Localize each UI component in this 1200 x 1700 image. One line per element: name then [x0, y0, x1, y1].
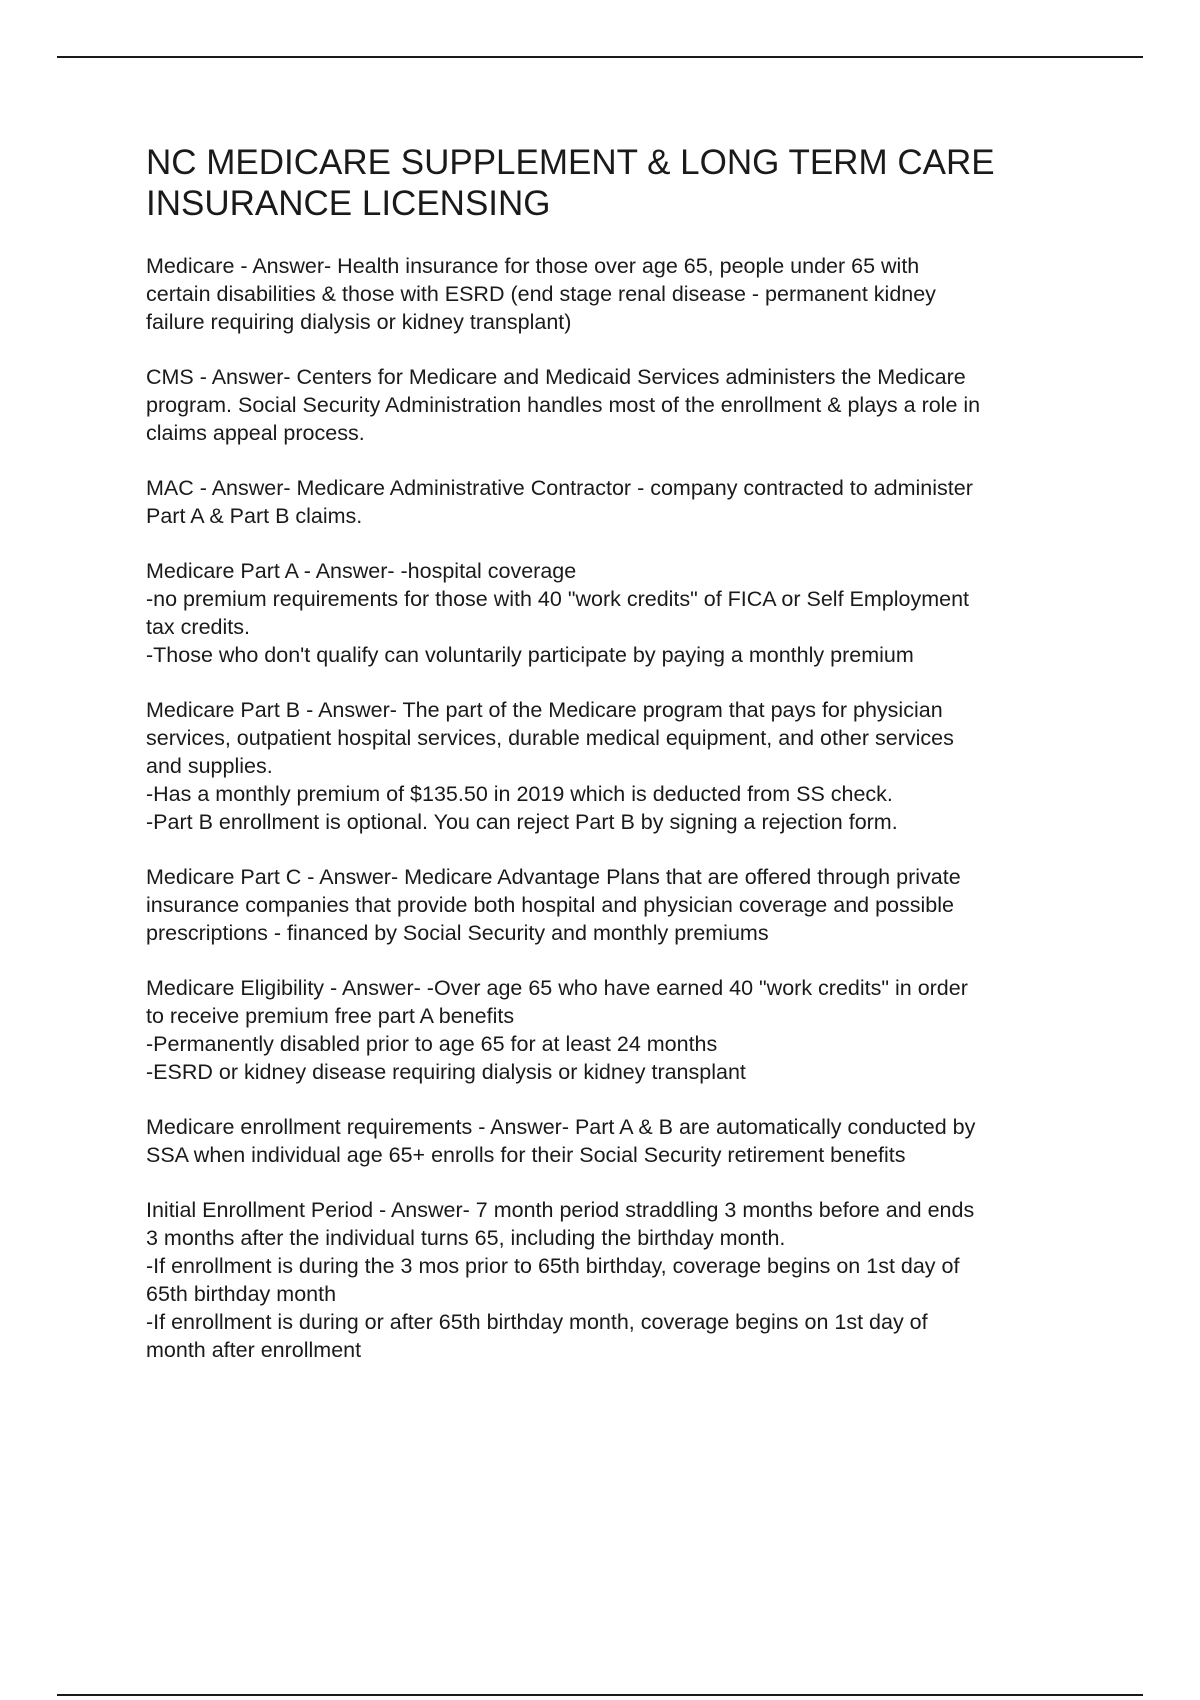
- document-body: [146, 142, 1096, 1391]
- entry-line: Medicare Part C - Answer- Medicare Advantage Plans that are offered through private: [146, 865, 961, 889]
- entry-line: failure requiring dialysis or kidney transplant): [146, 310, 572, 334]
- entry-line: claims appeal process.: [146, 421, 365, 445]
- entry-line: -Those who don't qualify can voluntarily participate by paying a monthly premium: [146, 643, 914, 667]
- entry-cms: [146, 363, 1096, 447]
- entry-line: -no premium requirements for those with 40 "work credits" of FICA or Self Employment: [146, 587, 970, 611]
- entry-line: to receive premium free part A benefits: [146, 1004, 515, 1028]
- entry-line: Part A & Part B claims.: [146, 504, 363, 528]
- entry-line: -If enrollment is during or after 65th birthday month, coverage begins on 1st day of: [146, 1310, 928, 1334]
- entry-line: CMS - Answer- Centers for Medicare and Medicaid Services administers the Medicare: [146, 365, 966, 389]
- title-line: NC MEDICARE SUPPLEMENT & LONG TERM CARE: [146, 143, 995, 182]
- entry-line: -If enrollment is during the 3 mos prior to 65th birthday, coverage begins on 1st day of: [146, 1254, 960, 1278]
- entry-mac: [146, 474, 1096, 530]
- entry-line: month after enrollment: [146, 1338, 362, 1362]
- entry-medicare: [146, 252, 1096, 336]
- entry-line: 3 months after the individual turns 65, including the birthday month.: [146, 1226, 786, 1250]
- entry-line: -Has a monthly premium of $135.50 in 2019 which is deducted from SS check.: [146, 782, 893, 806]
- entry-line: SSA when individual age 65+ enrolls for their Social Security retirement benefits: [146, 1143, 906, 1167]
- entry-line: -Permanently disabled prior to age 65 for at least 24 months: [146, 1032, 718, 1056]
- entry-medicare-part-b: [146, 696, 1096, 836]
- entry-line: Initial Enrollment Period - Answer- 7 month period straddling 3 months before and ends: [146, 1198, 975, 1222]
- top-rule: [57, 56, 1143, 58]
- entry-line: Medicare - Answer- Health insurance for those over age 65, people under 65 with: [146, 254, 920, 278]
- title-line: INSURANCE LICENSING: [146, 184, 551, 223]
- entry-medicare-part-c: [146, 863, 1096, 947]
- entry-line: Medicare Part B - Answer- The part of the Medicare program that pays for physician: [146, 698, 943, 722]
- entry-line: 65th birthday month: [146, 1282, 337, 1306]
- entry-initial-enrollment-period: [146, 1196, 1096, 1364]
- entry-medicare-part-a: [146, 557, 1096, 669]
- entry-line: -ESRD or kidney disease requiring dialysis or kidney transplant: [146, 1060, 746, 1084]
- page-title: [146, 142, 1096, 224]
- entry-line: program. Social Security Administration handles most of the enrollment & plays a role in: [146, 393, 981, 417]
- entry-line: MAC - Answer- Medicare Administrative Contractor - company contracted to administer: [146, 476, 973, 500]
- entry-line: Medicare Part A - Answer- -hospital coverage: [146, 559, 577, 583]
- entry-line: services, outpatient hospital services, durable medical equipment, and other services: [146, 726, 954, 750]
- entry-enrollment-requirements: [146, 1113, 1096, 1169]
- entry-line: Medicare Eligibility - Answer- -Over age 65 who have earned 40 "work credits" in order: [146, 976, 968, 1000]
- bottom-rule: [57, 1694, 1143, 1696]
- entry-line: Medicare enrollment requirements - Answer- Part A & B are automatically conducted by: [146, 1115, 976, 1139]
- entry-line: -Part B enrollment is optional. You can reject Part B by signing a rejection form.: [146, 810, 898, 834]
- entry-line: and supplies.: [146, 754, 273, 778]
- entry-line: tax credits.: [146, 615, 250, 639]
- entry-line: certain disabilities & those with ESRD (end stage renal disease - permanent kidney: [146, 282, 936, 306]
- entry-line: insurance companies that provide both hospital and physician coverage and possible: [146, 893, 954, 917]
- entry-line: prescriptions - financed by Social Security and monthly premiums: [146, 921, 769, 945]
- entry-medicare-eligibility: [146, 974, 1096, 1086]
